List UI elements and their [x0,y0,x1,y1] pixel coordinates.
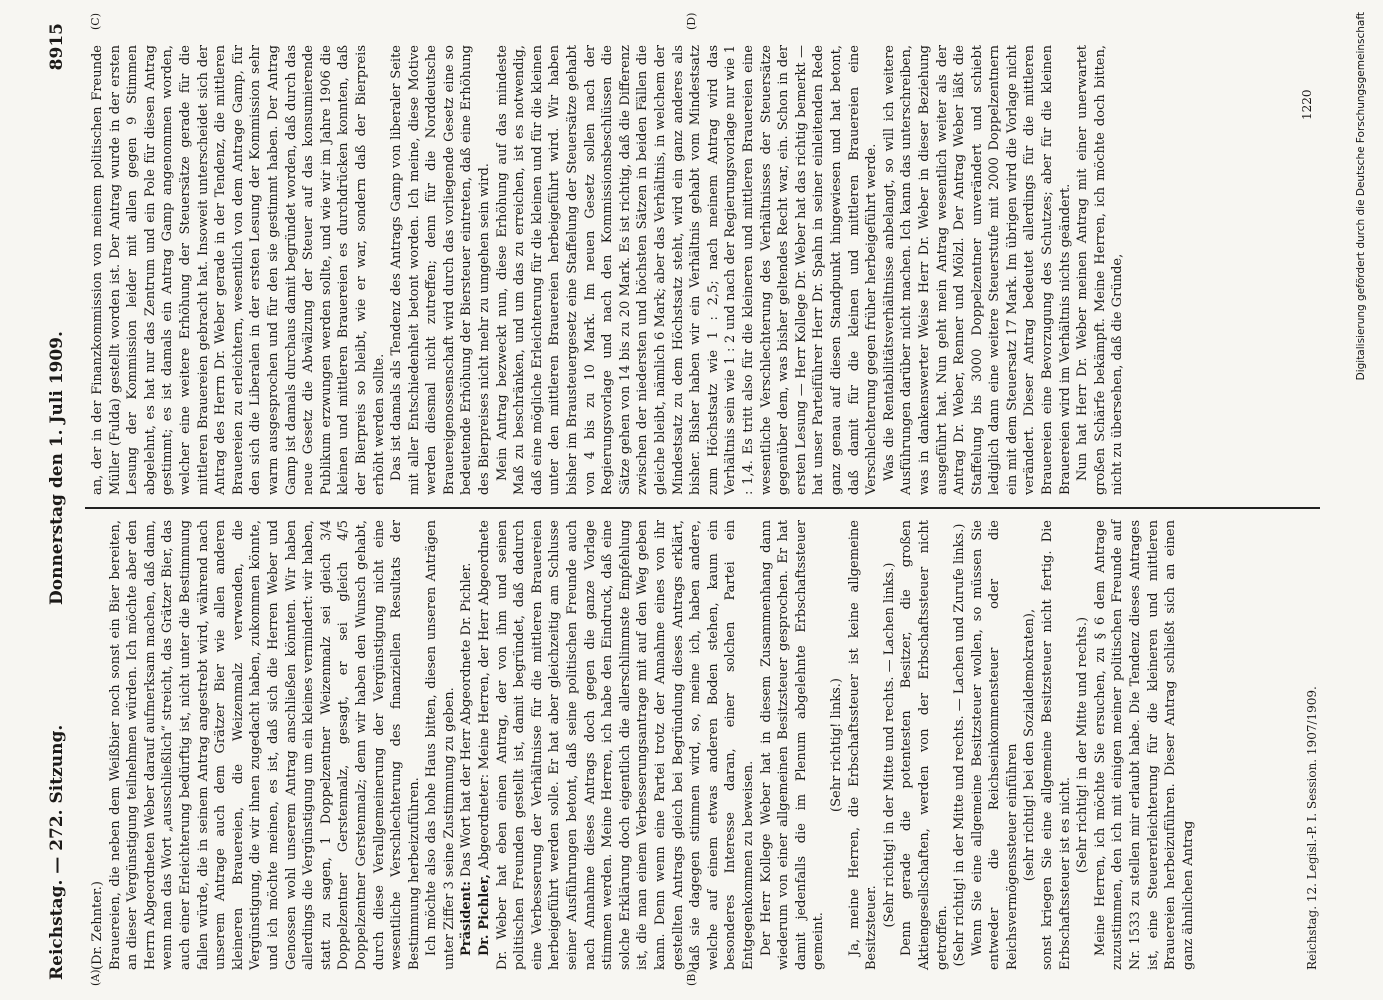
paragraph-text: Abgeordneter: Meine Herren, der Herr Abgeordnete Dr. Weber hat eben einen Antrag, der von ihm und seinen politischen Freunden gestellt ist, damit begründet, daß dadurch eine Verbesserung der Verhältnisse für die mittleren Brauereien herbeigeführt werden solle. Er hat aber gleichzeitig am Schlusse seiner Ausführungen betont, daß seine politischen Freunde auch nach Annahme dieses Antrags doch gegen die ganze Vorlage stimmen werden. Meine Herren, ich habe den Eindruck, daß eine solche Erklärung doch eigentlich die allerschlimmste Empfehlung ist, die man einem Verbesserungsantrage mit auf den Weg geben kann. Denn wenn eine Partei trotz der Annahme eines von ihr gestellten Antrags gleich bei Begründung dieses Antrags erklärt, daß sie dagegen stimmen wird, so, meine ich, haben andere, welche auf einem etwas anderen Boden stehen, kaum ein besonderes Interesse daran, einer solchen Partei ein Entgegenkommen zu beweisen. [477,520,756,970]
footer-citation: Reichstag. 12. Legisl.-P. I. Session. 1907/1909. [1305,686,1319,970]
paragraph [388,45,494,495]
paragraph-text: (Sehr richtig! in der Mitte und rechts. — Lachen und Zurufe links.) [952,523,968,967]
paragraph [458,520,476,970]
paragraph [476,520,758,970]
paragraph-text: Ich möchte also das hohe Haus bitten, diesen unseren Anträgen unter Ziffer 3 seine Zustimmung zu geben. [424,520,457,970]
paragraph [881,520,899,970]
paragraph-text: (sehr richtig! bei den Sozialdemokraten), [1022,608,1038,882]
paragraph [969,520,1022,970]
paragraph [898,520,951,970]
watermark-text: Digitalisierung gefördert durch die Deutsche Forschungsgemeinschaft [1355,12,1367,381]
paragraph-text: (Sehr richtig! in der Mitte und rechts. — Lachen links.) [881,562,897,928]
paragraph-text: Meine Herren, ich möchte Sie ersuchen, zu § 6 dem Antrage zuzustimmen, den ich mit einigen meiner politischen Freunde auf Nr. 1533 zu stellen mir erlaubt habe. Die Tendenz dieses Antrages ist, eine Steuererleichterung für die kleineren und mittleren Brauereien herbeizuführen. Dieser Antrag schließt sich an einen ganz ähnlichen Antrag [1092,520,1196,970]
paragraph-text: Mein Antrag bezweckt nun, diese Erhöhung auf das mindeste Maß zu beschränken, und um das zu erreichen, ist es notwendig, daß eine mögliche Erleichterung für die kleinen und für die kleinen unter den mittleren Brauereien herbeigeführt wird. Wir haben bisher im Brausteuergesetz eine Staffelung der Steuersätze gehabt von 4 bis zu 10 Mark. Im neuen Gesetz sollen nach der Regierungsvorlage und nach den Kommissionsbeschlüssen die Sätze gehen von 14 bis zu 20 Mark. Es ist richtig, daß die Differenz zwischen der niedersten und höchsten Sätzen in beiden Fällen die gleiche bleibt, nämlich 6 Mark; aber das Verhältnis, in welchem der Mindestsatz zu dem Höchstsatz steht, wird ein ganz anderes als bisher. Bisher haben wir ein Verhältnis gehabt vom Mindestsatz zum Höchstsatz wie 1 : 2,5; nach meinem Antrag wird das Verhältnis sein wie 1 : 2 und nach der Regierungsvorlage nur wie 1 : 1,4. Es tritt also für die kleineren und mittleren Brauereien eine wesentliche Verschlechterung des Verhältnisses der Steuersätze gegenüber dem, was bisher geltendes Recht war, ein. Schon in der ersten Lesung — Herr Kollege Dr. Weber hat das richtig bemerkt — hat unser Parteiführer Herr Dr. Spahn in seiner einleitenden Rede ganz genau auf diesen Standpunkt hingewiesen und hat betont, daß damit für die kleinen und mittleren Brauereien eine Verschlechterung gegen früher herbeigeführt werde. [494,45,880,495]
right-column [89,45,1127,495]
left-column [89,520,1197,970]
paragraph-text: Das ist damals als Tendenz des Antrags Gamp von liberaler Seite mit aller Entschiedenheit betont worden. Ich meine, diese Motive werden diesmal nicht zutreffen; denn für die Norddeutsche Brauereigenossenschaft wird durch das vorliegende Gesetz eine so bedeutende Erhöhung der Biersteuer eintreten, daß eine Erhöhung des Bierpreises nicht mehr zu umgehen sein wird. [389,45,493,495]
paragraph [951,520,969,970]
margin-marker-b: (B) [685,969,698,986]
header-left: Reichstag. — 272. Sitzung. [47,724,67,980]
header-date: Donnerstag den 1. Juli 1909. [47,331,67,605]
paragraph-text: Wenn Sie eine allgemeine Besitzsteuer wollen, so müssen Sie entweder die Reichseinkommensteuer oder die Reichsvermögenssteuer einführen [969,520,1020,970]
margin-marker-c: (C) [89,13,102,30]
paragraph [881,45,1075,495]
paragraph [89,520,107,970]
footer-sheet-number: 1220 [1300,89,1314,120]
paragraph-text: Ja, meine Herren, die Erbschaftssteuer ist keine allgemeine Besitzsteuer. [846,520,880,970]
paragraph-text: an, der in der Finanzkommission von meinem politischen Freunde Müller (Fulda) gestellt worden ist. Der Antrag wurde in der ersten Lesung der Kommission leider mit allen gegen 9 Stimmen abgelehnt, es hat nur das Zentrum und ein Pole für diesen Antrag gestimmt; es ist damals ein Antrag Gamp angenommen worden, welcher eine weitere Erhöhung der Steuersätze gerade für die mittleren Brauereien gebracht hat. Insoweit unterscheidet sich der Antrag des Herrn Dr. Weber gerade in der Tendenz, die mittleren Brauereien zu erleichtern, wesentlich von dem Antrage Gamp, für den sich die Liberalen in der ersten Lesung der Kommission sehr warm ausgesprochen und für den sie gestimmt haben. Der Antrag Gamp ist damals durchaus damit begründet worden, daß durch das neue Gesetz die Abwälzung der Steuer auf das konsumierende Publikum erzwungen werden sollte, und wie wir im Jahre 1906 die kleinen und mittleren Brauereien es durchdrücken konnten, daß der Bierpreis so bleibt, wie er war, sondern daß der Bierpreis erhöht werden sollte. [90,45,387,495]
speaker-name: Dr. Pichler, [477,873,493,956]
paragraph-text: (Sehr richtig! in der Mitte und rechts.) [1075,616,1091,874]
paragraph [423,520,458,970]
running-header [47,15,73,990]
paragraph [1021,520,1039,970]
paragraph-text: sonst kriegen Sie eine allgemeine Besitzsteuer nicht fertig. Die Erbschaftssteuer ist es nicht. [1040,520,1073,970]
paragraph [828,520,846,970]
paragraph-text: Was die Rentabilitätsverhältnisse anbelangt, so will ich weitere Ausführungen darüber nicht machen. Ich kann das unterschreiben, was in dankenswerter Weise Herr Dr. Weber in dieser Beziehung ausgeführt hat. Nun geht mein Antrag wesentlich weiter als der Antrag Dr. Weber, Renner und Mölzl. Der Antrag Weber läßt die Staffelung bis 3000 Doppelzentner unverändert und schiebt lediglich dann eine weitere Steuerstufe mit 2000 Doppelzentnern ein mit dem Steuersatz 17 Mark. Im übrigen wird die Vorlage nicht verändert. Dieser Antrag bedeutet allerdings für die mittleren Brauereien eine Bevorzugung des Schutzes; aber für die kleinen Brauereien wird im Verhältnis nichts geändert. [881,45,1073,495]
paragraph [1074,45,1127,495]
page-number: 8915 [47,23,67,71]
paragraph [846,520,881,970]
paragraph-text: (Sehr richtig! links.) [828,678,844,812]
paragraph-text: Nun hat Herr Dr. Weber meinen Antrag mit einer unerwartet großen Schärfe bekämpft. Meine Herren, ich möchte doch bitten, nicht zu übersehen, daß die Gründe, [1075,45,1126,495]
paragraph-text: Denn gerade die potentesten Besitzer, die großen Aktiengesellschaften, werden von der Erbschaftssteuer nicht getroffen. [899,520,950,970]
document-page [25,12,1335,990]
paragraph [1039,520,1074,970]
margin-marker-d: (D) [685,12,698,30]
paragraph [758,520,828,970]
paragraph-text: (Dr. Zehnter.) [90,881,105,970]
paragraph-text: Der Herr Kollege Weber hat in diesem Zusammenhang dann wiederum von einer allgemeinen Besitzsteuer gesprochen. Er hat damit jedenfalls die im Plenum abgelehnte Erbschaftssteuer gemeint. [758,520,827,970]
margin-marker-a: (A) [89,969,102,986]
dfg-watermark [1355,8,1379,418]
paragraph-text: Das Wort hat der Herr Abgeordnete Dr. Pichler. [459,562,475,877]
speaker-name: Präsident: [459,881,475,956]
paragraph-text: Brauereien, die neben dem Weißbier noch sonst ein Bier bereiten, an dieser Vergünstigung teilnehmen würden. Ich möchte aber den Herrn Abgeordneten Weber darauf aufmerksam machen, daß dann, wenn man das Wort „ausschließlich“ streicht, das Grätzer Bier, das auch einer Erleichterung bedürftig ist, nicht unter die Bestimmung fallen würde, die in seinem Antrag angestrebt wird, während nach unserem Antrage auch dem Grätzer Bier wie allen anderen kleineren Brauereien, die Weizenmalz verwenden, die Vergünstigung, die wir ihnen zugedacht haben, zukommen könnte, und ich möchte meinen, es ist, daß sich die Herren Weber und Genossen wohl unserem Antrag anschließen könnten. Wir haben allerdings die Vergünstigung um ein kleines vermindert: wir haben, statt zu sagen, 1 Doppelzentner Weizenmalz sei gleich 3/4 Doppelzentner Gerstenmalz, gesagt, er sei gleich 4/5 Doppelzentner Gerstenmalz; denn wir haben den Wunsch gehabt, durch diese Verallgemeinerung der Vergünstigung nicht eine wesentliche Verschlechterung des finanziellen Resultats der Bestimmung herbeizuführen. [107,520,422,970]
paragraph [1092,520,1198,970]
paragraph [107,520,424,970]
paragraph [1074,520,1092,970]
column-divider [85,508,1320,510]
paragraph [89,45,388,495]
paragraph [494,45,881,495]
